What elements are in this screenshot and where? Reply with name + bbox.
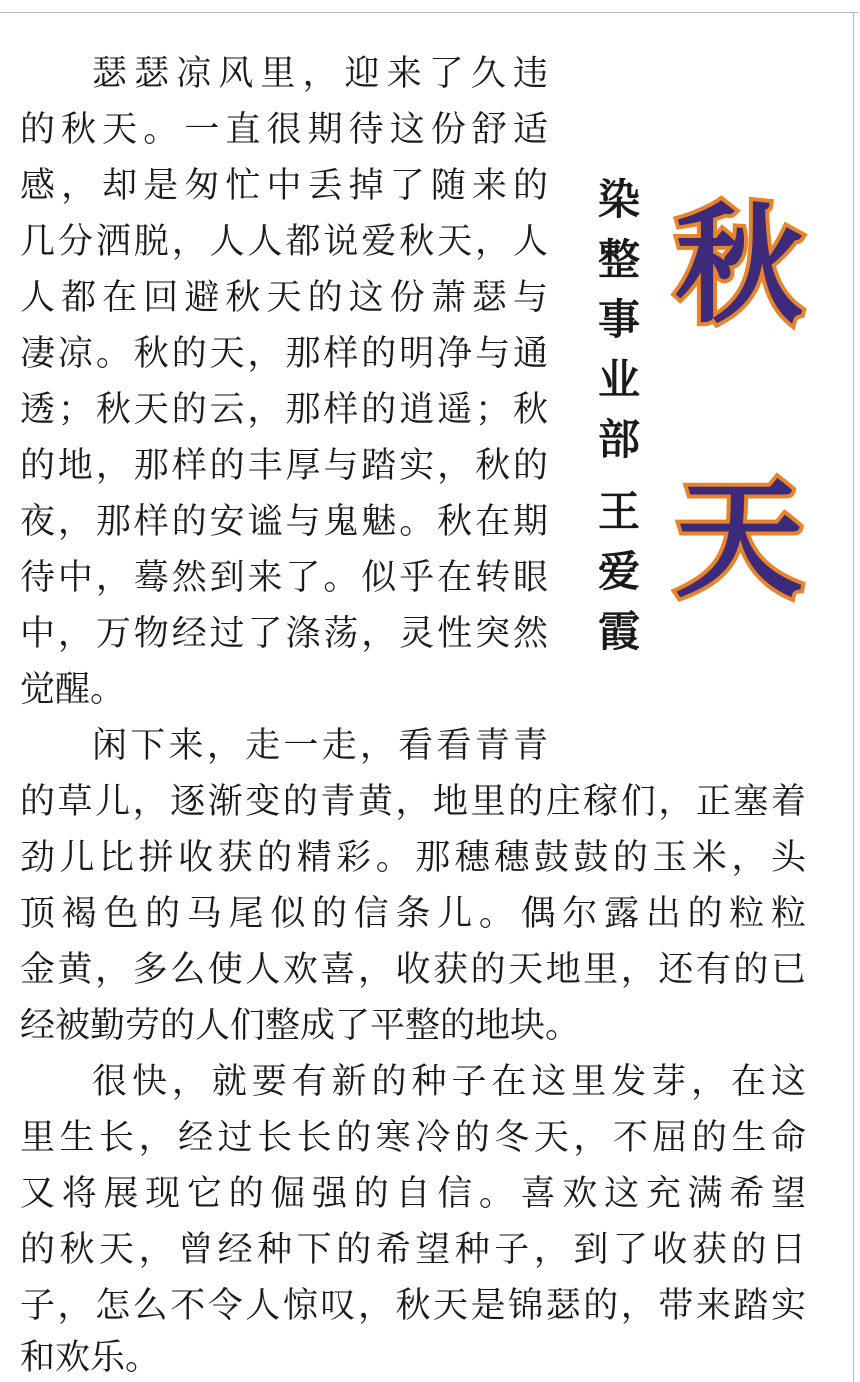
paragraph-2-line-1: 闲下来，走一走，看看青青 [92,726,548,766]
byline-department-char: 整 [597,235,640,284]
paragraph-3-line-4: 的秋天，曾经种下的希望种子，到了收获的日 [20,1230,806,1270]
byline-department-char: 染 [597,175,640,224]
byline-department-char: 事 [597,295,640,344]
paragraph-2-line-5: 金黄，多么使人欢喜，收获的天地里，还有的已 [20,950,806,990]
paragraph-1-line-1: 瑟瑟凉风里，迎来了久违 [92,54,548,94]
top-border-rule [0,12,858,13]
paragraph-1-line-2: 的秋天。一直很期待这份舒适 [20,110,548,150]
paragraph-2-line-4: 顶褐色的马尾似的信条儿。偶尔露出的粒粒 [20,894,806,934]
byline-author-char: 霞 [597,607,640,656]
paragraph-1-line-8: 的地，那样的丰厚与踏实，秋的 [20,446,548,486]
byline-department-char: 部 [597,415,640,464]
title-char-sky-text: 天 [674,466,804,612]
title-char-autumn-text: 秋 [674,192,804,338]
paragraph-3-line-2: 里生长，经过长长的寒冷的冬天，不屈的生命 [20,1118,806,1158]
paragraph-1-line-10: 待中，蓦然到来了。似乎在转眼 [20,558,548,598]
paragraph-3-line-1: 很快，就要有新的种子在这里发芽，在这 [92,1062,806,1102]
paragraph-1-line-6: 凄凉。秋的天，那样的明净与通 [20,334,548,374]
paragraph-2-line-2: 的草儿，逐渐变的青黄，地里的庄稼们，正塞着 [20,782,806,822]
title-char-sky [664,462,814,612]
title-char-autumn [664,188,814,338]
byline-author-char: 爱 [597,547,640,596]
paragraph-3-line-5: 子，怎么不令人惊叹，秋天是锦瑟的，带来踏实 [20,1286,806,1326]
paragraph-1-line-4: 几分洒脱，人人都说爱秋天，人 [20,222,548,262]
paragraph-2-line-6: 经被勤劳的人们整成了平整的地块。 [20,1006,581,1046]
paragraph-3-line-3: 又将展现它的倔强的自信。喜欢这充满希望 [20,1174,806,1214]
paragraph-2-line-3: 劲儿比拼收获的精彩。那穗穗鼓鼓的玉米，头 [20,838,806,878]
paragraph-1-line-5: 人都在回避秋天的这份萧瑟与 [20,278,548,318]
byline-department-char: 业 [597,355,640,404]
paragraph-3-line-6: 和欢乐。 [20,1338,161,1378]
right-border-rule [853,12,854,1382]
paragraph-1-line-3: 感，却是匆忙中丢掉了随来的 [20,166,548,206]
paragraph-1-line-11: 中，万物经过了涤荡，灵性突然 [20,614,548,654]
paragraph-1-line-12: 觉醒。 [20,670,126,710]
byline [592,170,646,662]
byline-author-char: 王 [597,487,640,536]
byline-spacer [592,470,646,482]
paragraph-1-line-7: 透；秋天的云，那样的逍遥；秋 [20,390,548,430]
paragraph-1-line-9: 夜，那样的安谧与鬼魅。秋在期 [20,502,548,542]
